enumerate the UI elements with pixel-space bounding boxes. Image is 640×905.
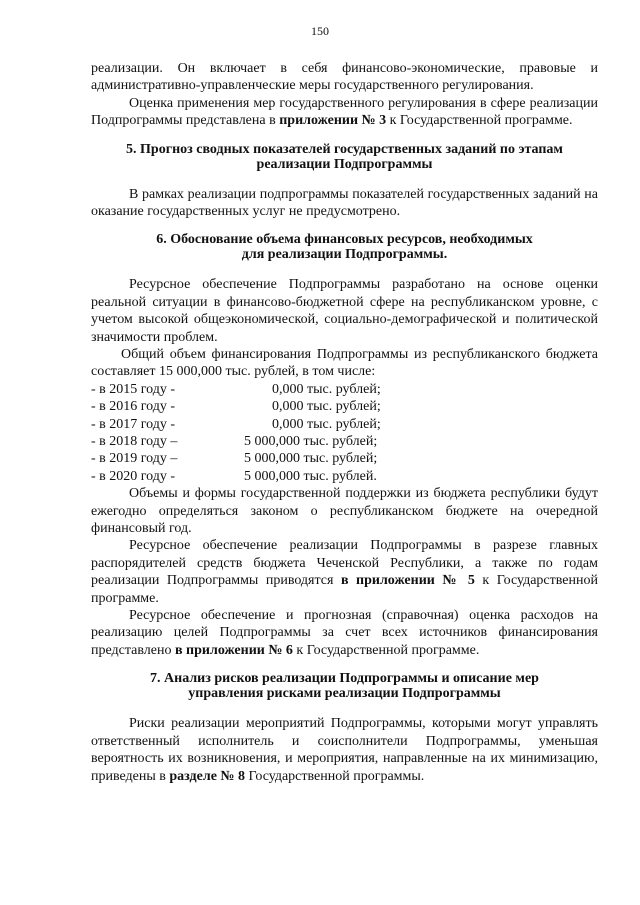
section-7-paragraph-text: Риски реализации мероприятий Подпрограммы, которыми могут управлять ответственный исполнитель и соисполнители Подпрограммы, уменьшая вероятность их возникновения, и мероприятия, направленные на их минимизацию, приведены в <box>91 716 598 784</box>
section-6-paragraph-2: Общий объем финансирования Подпрограммы из республиканского бюджета составляет 15 000,000 тыс. рублей, в том числе: <box>91 347 598 380</box>
section-6-paragraph-5-text: Ресурсное обеспечение и прогнозная (справочная) оценка расходов на реализацию целей Подпрограммы за счет всех источников финансирования представлено <box>91 608 598 658</box>
intro-paragraph-2 <box>91 95 598 130</box>
section-7-heading <box>91 671 598 701</box>
budget-year-label: - в 2015 году - <box>91 381 176 397</box>
intro-appendix-reference: приложении № 3 <box>279 113 387 129</box>
budget-row-2015 <box>91 381 598 398</box>
budget-by-year-list <box>91 381 598 485</box>
page-content <box>91 60 598 785</box>
budget-amount: 5 000,000 тыс. рублей; <box>244 434 378 450</box>
section-7-title-line-2: управления рисками реализации Подпрограммы <box>188 686 501 702</box>
section-5-paragraph: В рамках реализации подпрограммы показателей государственных заданий на оказание государственных услуг не предусмотрено. <box>91 186 598 220</box>
intro-paragraph-1: реализации. Он включает в себя финансово-экономические, правовые и административно-управленческие меры государственного регулирования. <box>91 61 598 94</box>
appendix-6-reference: в приложении № 6 <box>174 642 293 658</box>
budget-year-label: - в 2020 году - <box>91 468 176 484</box>
section-6-paragraph-4-text: Ресурсное обеспечение реализации Подпрограммы в разрезе главных распорядителей средств бюджета Чеченской Республики, а также по годам реализации Подпрограммы приводятся <box>91 538 598 589</box>
budget-amount: 0,000 тыс. рублей; <box>272 399 381 415</box>
section-7-title-line-1: 7. Анализ рисков реализации Подпрограммы и описание мер <box>150 671 539 687</box>
budget-row-2016 <box>91 398 598 415</box>
budget-year-label: - в 2017 году - <box>91 416 176 432</box>
section-6-paragraph-4 <box>91 537 598 607</box>
page-number: 150 <box>311 24 329 38</box>
budget-year-label: - в 2018 году – <box>91 434 178 450</box>
section-5-heading <box>91 142 598 172</box>
intro-paragraph-2-end: к Государственной программе. <box>386 113 573 129</box>
budget-row-2019 <box>91 450 598 467</box>
budget-year-label: - в 2019 году – <box>91 451 178 467</box>
section-8-reference: разделе № 8 <box>169 768 245 784</box>
section-7-paragraph <box>91 715 598 785</box>
section-6-paragraph-5-end: к Государственной программе. <box>292 642 480 658</box>
intro-paragraph-2-text: Оценка применения мер государственного регулирования в сфере реализации Подпрограммы представлена в <box>91 95 598 129</box>
section-6-title-line-1: 6. Обоснование объема финансовых ресурсов, необходимых <box>156 232 533 248</box>
section-6-heading <box>91 232 598 262</box>
budget-row-2020 <box>91 468 598 485</box>
budget-amount: 5 000,000 тыс. рублей. <box>244 468 377 484</box>
section-6-paragraph-3: Объемы и формы государственной поддержки из бюджета республики будут ежегодно определяться законом о республиканском бюджете на очередной финансовый год. <box>91 486 598 537</box>
appendix-5-reference: в приложении № 5 <box>340 573 475 589</box>
section-6-paragraph-4-end: к Государственной программе. <box>91 573 598 606</box>
section-5-title-line-1: 5. Прогноз сводных показателей государственных заданий по этапам <box>126 141 563 157</box>
budget-amount: 5 000,000 тыс. рублей; <box>244 451 378 467</box>
budget-amount: 0,000 тыс. рублей; <box>272 416 381 432</box>
budget-row-2017 <box>91 416 598 433</box>
budget-amount: 0,000 тыс. рублей; <box>272 381 381 397</box>
section-7-paragraph-end: Государственной программы. <box>244 768 425 784</box>
section-5-title-line-2: реализации Подпрограммы <box>256 156 433 172</box>
budget-year-label: - в 2016 году - <box>91 399 176 415</box>
section-6-title-line-2: для реализации Подпрограммы. <box>241 247 448 263</box>
section-6-paragraph-1: Ресурсное обеспечение Подпрограммы разработано на основе оценки реальной ситуации в финансово-бюджетной сфере на республиканском уровне, с учетом высокой общеэкономической, социально-демографической и политической значимости проблем. <box>91 277 598 345</box>
section-6-paragraph-5 <box>91 607 598 659</box>
budget-row-2018 <box>91 433 598 450</box>
